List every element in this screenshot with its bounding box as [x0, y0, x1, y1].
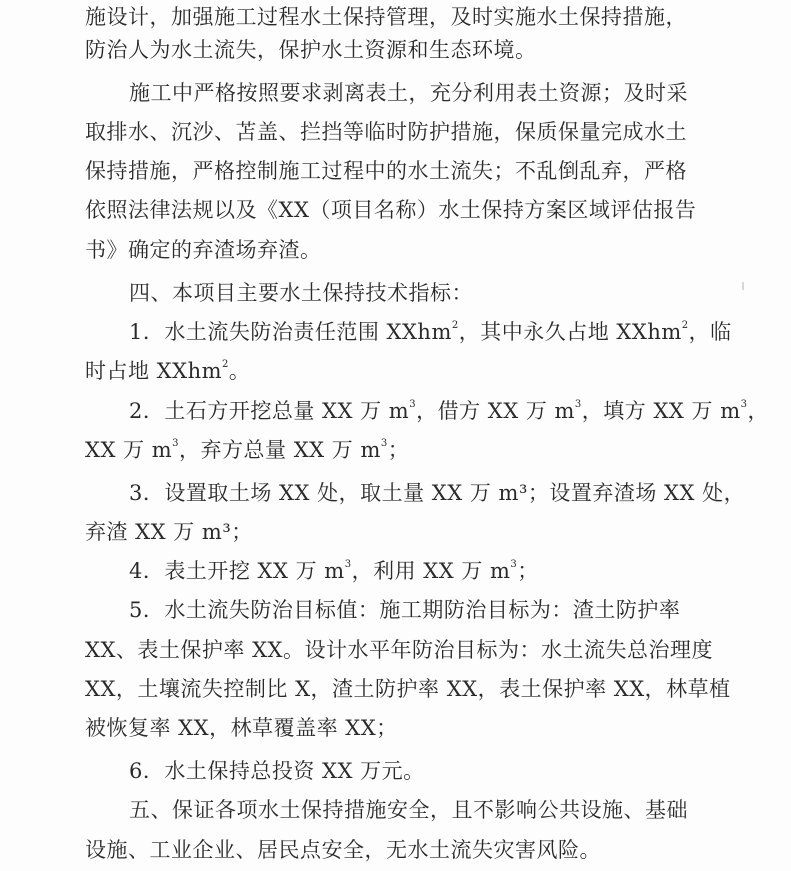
indicator-2-line-1: [85, 397, 769, 425]
line-1: 施设计，加强施工过程水土保持管理，及时实施水土保持措施，: [85, 5, 687, 29]
line-2: 防治人为水土流失，保护水土资源和生态环境。: [85, 38, 537, 62]
indicator-5-line-2: XX、表土保护率 XX。设计水平年防治目标为：水土流失总治理度: [85, 638, 713, 662]
line-6: 依照法律法规以及《XX（项目名称）水土保持方案区域评估报告: [85, 198, 697, 222]
text-segment: 时占地 XXhm: [85, 359, 223, 383]
text-segment: ；: [517, 559, 539, 583]
superscript: 3: [344, 559, 352, 570]
line-5: 保持措施，严格控制施工过程中的水土流失；不乱倒乱弃，严格: [85, 159, 687, 183]
indicator-5-line-3: XX，土壤流失控制比 X，渣土防护率 XX，表土保护率 XX，林草植: [85, 677, 731, 701]
superscript: 2: [451, 320, 459, 331]
text-segment: XX 万 m: [85, 438, 173, 462]
text-segment: 1．水土流失防治责任范围 XXhm: [129, 320, 452, 344]
scan-artifact: [742, 282, 744, 290]
indicator-3-line-1: 3．设置取土场 XX 处，取土量 XX 万 m³；设置弃渣场 XX 处，: [129, 481, 746, 505]
indicator-1-line-2: [85, 357, 250, 385]
section-heading-5: 五、保证各项水土保持措施安全，且不影响公共设施、基础: [129, 798, 688, 822]
indicator-5-line-4: 被恢复率 XX，林草覆盖率 XX；: [85, 716, 398, 740]
text-segment: ，借方 XX 万 m: [416, 399, 575, 423]
superscript: 2: [222, 359, 229, 370]
line-4: 取排水、沉沙、苫盖、拦挡等临时防护措施，保质保量完成水土: [85, 120, 687, 144]
text-segment: ；: [387, 438, 410, 462]
line-7: 书》确定的弃渣场弃渣。: [85, 238, 322, 262]
text-segment: ，填方 XX 万 m: [581, 399, 741, 423]
line-3: 施工中严格按照要求剥离表土，充分利用表土资源；及时采: [129, 81, 688, 105]
text-segment: ，弃方总量 XX 万 m: [179, 438, 381, 462]
section-5-line-2: 设施、工业企业、居民点安全，无水土流失灾害风险。: [85, 838, 601, 862]
superscript: 3: [409, 399, 417, 410]
superscript: 3: [574, 399, 582, 410]
indicator-1-line-1: [85, 318, 732, 346]
indicator-3-line-2: 弃渣 XX 万 m³；: [85, 520, 253, 544]
text-segment: ，其中永久占地 XXhm: [458, 320, 682, 344]
superscript: 3: [740, 399, 748, 410]
text-segment: ，利用 XX 万 m: [351, 559, 511, 583]
superscript: 3: [380, 438, 388, 449]
indicator-2-line-2: [85, 436, 409, 464]
superscript: 3: [172, 438, 180, 449]
indicator-5-line-1: 5．水土流失防治目标值：施工期防治目标为：渣土防护率: [129, 598, 681, 622]
text-segment: 4．表土开挖 XX 万 m: [129, 559, 345, 583]
text-segment: ，: [747, 399, 770, 423]
superscript: 2: [681, 320, 689, 331]
indicator-6: 6．水土保持总投资 XX 万元。: [129, 759, 425, 783]
text-segment: 2．土石方开挖总量 XX 万 m: [129, 399, 410, 423]
superscript: 3: [510, 559, 518, 570]
section-heading-4: 四、本项目主要水土保持技术指标：: [129, 281, 473, 305]
text-segment: ，临: [688, 320, 732, 344]
text-segment: 。: [228, 359, 251, 383]
indicator-4: [85, 557, 539, 585]
